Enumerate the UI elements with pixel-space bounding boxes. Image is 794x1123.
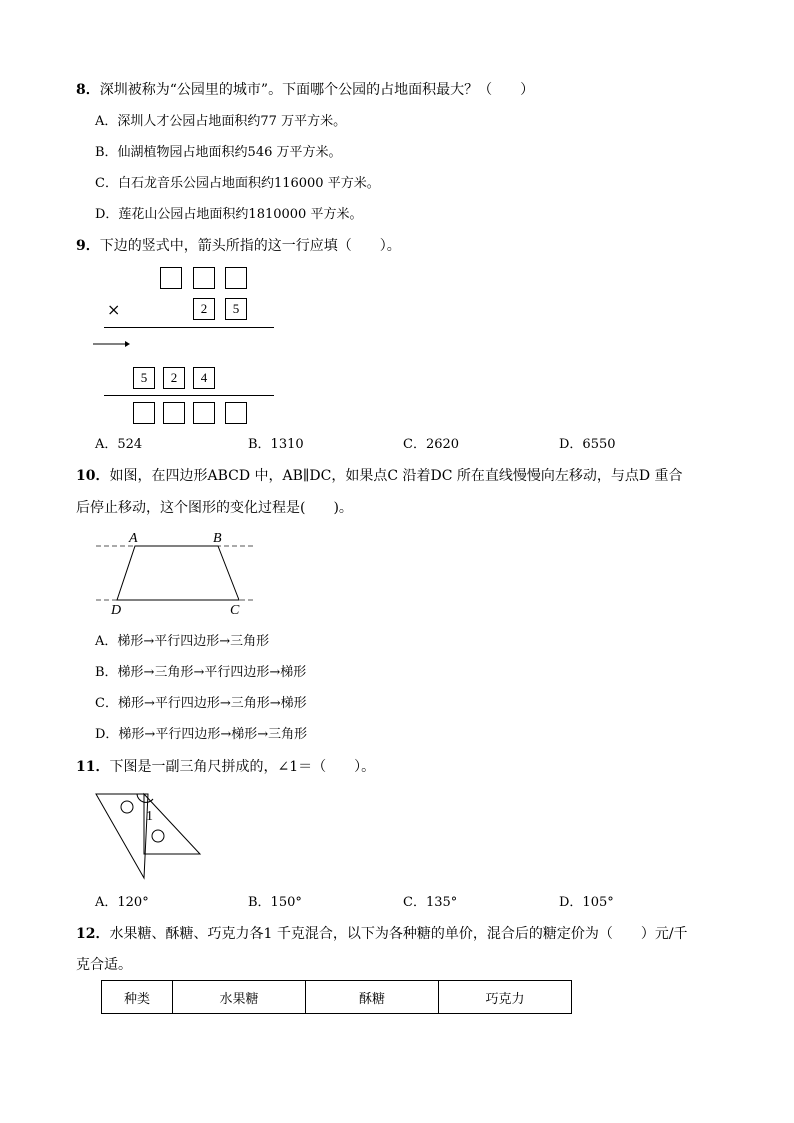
blank-box	[225, 267, 247, 289]
q10-stem-line2: 后停止移动，这个图形的变化过程是( )。	[76, 500, 353, 516]
partial-digit: 2	[163, 367, 185, 389]
q8-option-c: C．白石龙音乐公园占地面积约116000 平方米。	[95, 176, 380, 191]
table-header-cell: 酥糖	[306, 981, 439, 1014]
blank-box	[225, 402, 247, 424]
multiply-sign: ×	[107, 300, 121, 319]
candy-price-table	[101, 980, 572, 1014]
q12-stem-line2: 克合适。	[76, 957, 132, 973]
q9-stem-text: 下边的竖式中，箭头所指的这一行应填（ ）。	[99, 238, 401, 254]
q11-stem-text: 下图是一副三角尺拼成的，∠1＝（ ）。	[109, 759, 376, 775]
label-b: B	[213, 531, 222, 546]
q10-option-a: A．梯形→平行四边形→三角形	[95, 634, 270, 649]
q12-stem-text: 水果糖、酥糖、巧克力各1 千克混合，以下为各种糖的单价，混合后的糖定价为（ ）元/千	[109, 926, 688, 942]
q9-option-d: D．6550	[559, 437, 616, 452]
partial-digit: 5	[133, 367, 155, 389]
q8-stem-text: 深圳被称为“公园里的城市”。下面哪个公园的占地面积最大？（ ）	[99, 82, 535, 98]
q10-option-b: B．梯形→三角形→平行四边形→梯形	[95, 665, 307, 680]
blank-box	[193, 402, 215, 424]
blank-box	[160, 267, 182, 289]
label-a: A	[129, 531, 138, 546]
label-d: D	[111, 603, 122, 618]
q9-stem	[76, 236, 401, 256]
q8-number: 8．	[76, 82, 100, 98]
q10-stem-line1	[76, 466, 683, 486]
arrow-right-icon	[92, 338, 132, 350]
q9-option-b: B．1310	[248, 437, 304, 452]
q11-number: 11．	[76, 759, 110, 775]
partial-digit: 4	[193, 367, 215, 389]
product-rule	[104, 327, 274, 328]
q10-stem-text: 如图，在四边形ABCD 中，AB∥DC，如果点C 沿着DC 所在直线慢慢向左移动，与点D 重合	[109, 468, 683, 484]
q9-number: 9．	[76, 238, 100, 254]
q10-number: 10．	[76, 468, 110, 484]
q11-option-d: D．105°	[559, 895, 614, 910]
multiplier-digit: 2	[193, 298, 215, 320]
trapezoid-figure	[92, 528, 262, 620]
q8-option-b: B．仙湖植物园占地面积约546 万平方米。	[95, 145, 342, 160]
table-header-cell: 巧克力	[439, 981, 572, 1014]
q11-option-b: B．150°	[248, 895, 302, 910]
q8-stem	[76, 80, 534, 100]
blank-box	[133, 402, 155, 424]
q10-option-c: C．梯形→平行四边形→三角形→梯形	[95, 696, 307, 711]
q9-option-a: A．524	[95, 437, 143, 452]
q11-option-c: C．135°	[403, 895, 458, 910]
q8-option-a: A．深圳人才公园占地面积约77 万平方米。	[95, 114, 347, 129]
table-header-cell: 水果糖	[173, 981, 306, 1014]
angle-1-label: 1	[146, 809, 153, 824]
table-row	[102, 981, 572, 1014]
q12-stem-line1	[76, 924, 688, 944]
label-c: C	[230, 603, 240, 618]
q9-option-c: C．2620	[403, 437, 460, 452]
multiplier-digit: 5	[225, 298, 247, 320]
sum-rule	[104, 395, 274, 396]
q12-number: 12．	[76, 926, 110, 942]
q10-option-d: D．梯形→平行四边形→梯形→三角形	[95, 727, 308, 742]
q8-option-d: D．莲花山公园占地面积约1810000 平方米。	[95, 207, 363, 222]
blank-box	[163, 402, 185, 424]
table-header-cell: 种类	[102, 981, 173, 1014]
q11-stem	[76, 757, 375, 777]
q11-option-a: A．120°	[95, 895, 149, 910]
blank-box	[193, 267, 215, 289]
set-square-figure	[92, 790, 207, 882]
